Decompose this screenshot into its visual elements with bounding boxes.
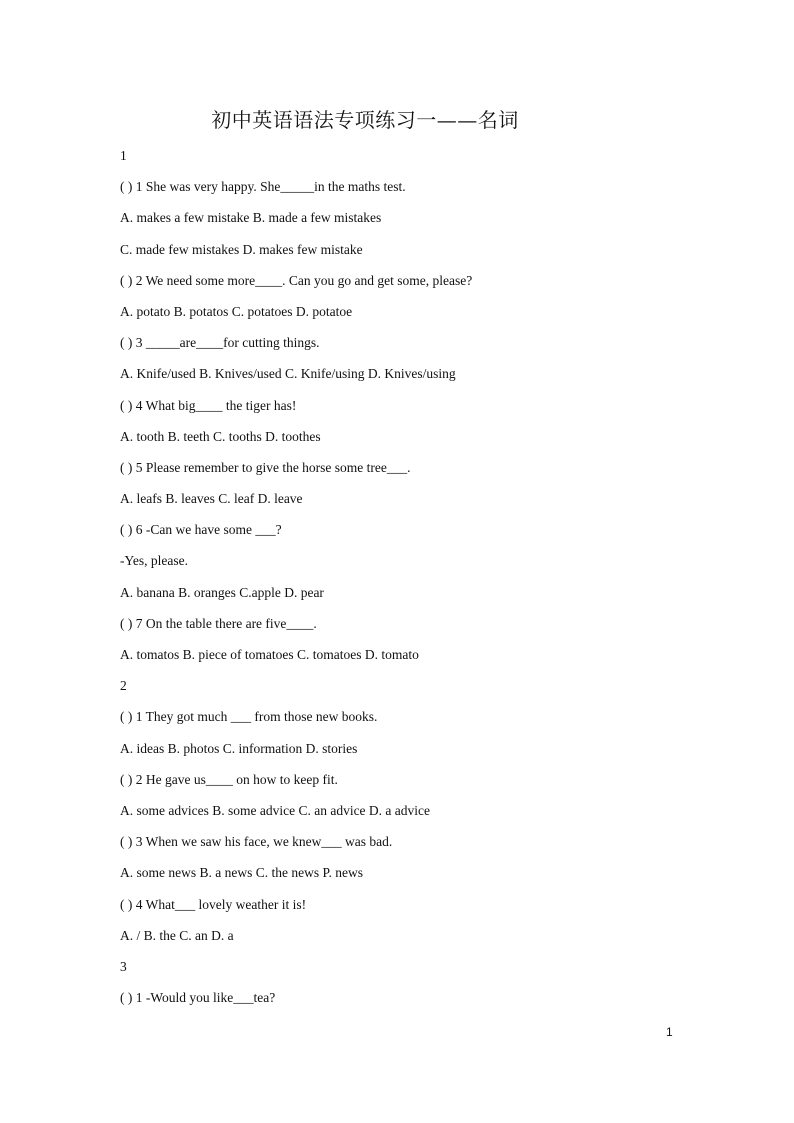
line-question: ( ) 6 -Can we have some ___? bbox=[120, 522, 282, 538]
line-options: C. made few mistakes D. makes few mistake bbox=[120, 241, 363, 257]
line-options: A. some advices B. some advice C. an advice D. a advice bbox=[120, 802, 431, 818]
line-question: ( ) 5 Please remember to give the horse some tree___. bbox=[120, 459, 411, 475]
line-question: ( ) 2 He gave us____ on how to keep fit. bbox=[120, 771, 338, 787]
exercise-lines bbox=[120, 146, 720, 1019]
line-options: A. Knife/used B. Knives/used C. Knife/using D. Knives/using bbox=[120, 366, 456, 382]
line-options: A. makes a few mistake B. made a few mistakes bbox=[120, 210, 382, 226]
line-question: ( ) 1 She was very happy. She_____in the maths test. bbox=[120, 179, 406, 195]
document-title: 初中英语语法专项练习一——名词 bbox=[211, 108, 519, 132]
line-section-2: 2 bbox=[120, 678, 127, 694]
line-options: A. tooth B. teeth C. tooths D. toothes bbox=[120, 428, 321, 444]
line-dialogue: -Yes, please. bbox=[120, 553, 188, 569]
line-question: ( ) 2 We need some more____. Can you go and get some, please? bbox=[120, 272, 473, 288]
page-number: 1 bbox=[666, 1025, 673, 1039]
line-section-3: 3 bbox=[120, 958, 127, 974]
line-options: A. / B. the C. an D. a bbox=[120, 927, 234, 943]
line-options: A. potato B. potatos C. potatoes D. potatoe bbox=[120, 303, 353, 319]
line-question: ( ) 3 When we saw his face, we knew___ was bad. bbox=[120, 834, 393, 850]
line-options: A. leafs B. leaves C. leaf D. leave bbox=[120, 491, 303, 507]
line-question: ( ) 7 On the table there are five____. bbox=[120, 615, 317, 631]
line-options: A. tomatos B. piece of tomatoes C. tomatoes D. tomato bbox=[120, 647, 419, 662]
line-section-1: 1 bbox=[120, 148, 127, 163]
line-question: ( ) 1 They got much ___ from those new books. bbox=[120, 709, 378, 725]
line-question: ( ) 4 What big____ the tiger has! bbox=[120, 397, 297, 413]
line-options: A. ideas B. photos C. information D. stories bbox=[120, 740, 358, 756]
line-question: ( ) 4 What___ lovely weather it is! bbox=[120, 896, 307, 912]
line-question: ( ) 1 -Would you like___tea? bbox=[120, 990, 276, 1006]
line-options: A. banana B. oranges C.apple D. pear bbox=[120, 584, 324, 600]
line-options: A. some news B. a news C. the news P. news bbox=[120, 865, 363, 881]
line-question: ( ) 3 _____are____for cutting things. bbox=[120, 335, 320, 351]
